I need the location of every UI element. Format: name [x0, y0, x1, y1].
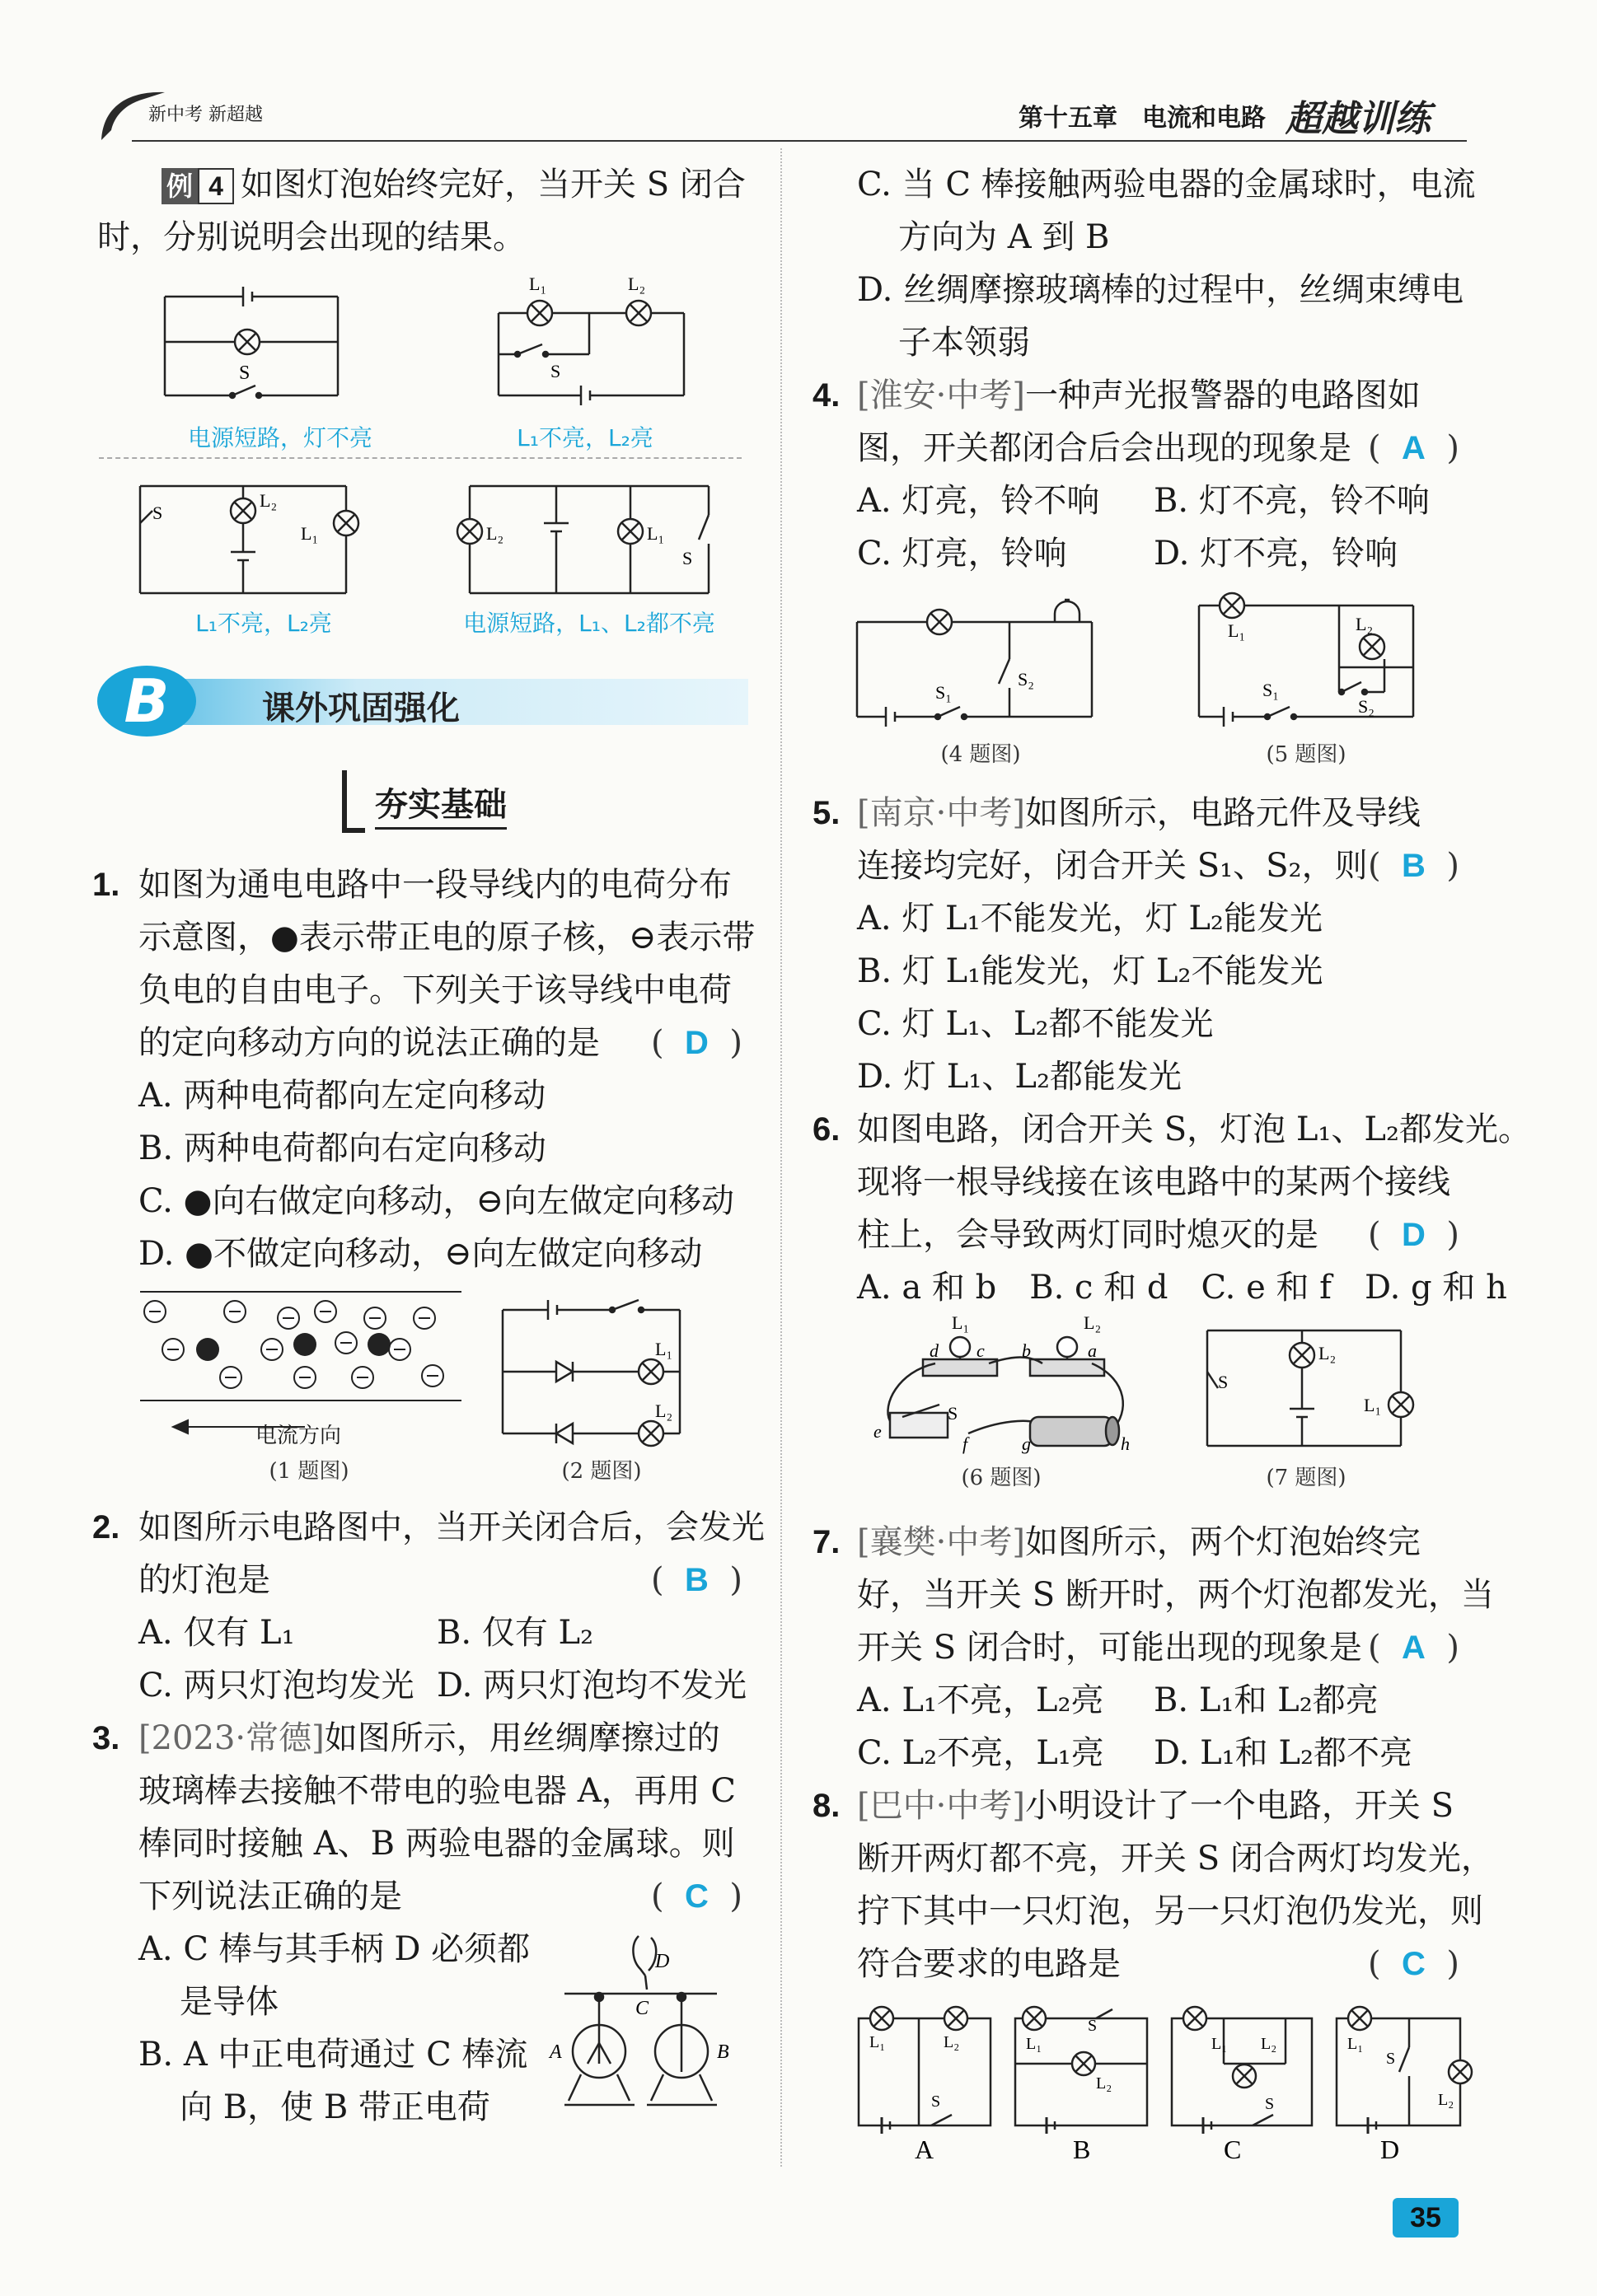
svg-text:L₁: L₁	[1211, 2035, 1228, 2053]
example-circuit-1	[157, 272, 404, 412]
q8-stem-line4: 符合要求的电路是	[857, 1945, 1121, 1983]
q2-option-b: B. 仅有 L₂	[437, 1614, 594, 1652]
svg-text:L₁: L₁	[869, 2033, 886, 2051]
q6-figure	[865, 1314, 1145, 1458]
q7-figure	[1195, 1322, 1417, 1458]
label-s: S	[550, 361, 561, 381]
svg-text:L₂: L₂	[1096, 2074, 1112, 2093]
q7-stem-line1	[857, 1516, 1421, 1569]
q6-figure-caption: (6 题图)	[961, 1466, 1042, 1490]
q4-figure	[849, 593, 1104, 733]
q8-circuit-b	[1015, 2007, 1147, 2134]
q3-option-b-line1: B. A 中正电荷通过 C 棒流	[138, 2036, 528, 2074]
q1-option-c: C. ●向右做定向移动，⊖向左做定向移动	[138, 1182, 735, 1220]
q8-stem-text: 小明设计了一个电路，开关 S	[1024, 1787, 1454, 1825]
example-4-stem	[162, 158, 746, 211]
example-circuit-4	[453, 474, 725, 606]
svg-text:S: S	[931, 2093, 941, 2111]
label-l1: L₁	[647, 523, 665, 544]
example-number: 4	[198, 168, 234, 204]
example-stem-line2: 时，分别说明会出现的结果。	[97, 218, 526, 256]
q4-answer: A	[1402, 430, 1426, 466]
q2-figure-caption: (2 题图)	[561, 1459, 642, 1484]
example-caption-3: L₁不亮，L₂亮	[195, 610, 332, 637]
svg-text:L₂: L₂	[1261, 2035, 1277, 2053]
q3-source: [2023·常德]	[138, 1719, 325, 1757]
q7-option-a: A. L₁不亮，L₂亮	[857, 1681, 1104, 1719]
example-circuit-2	[486, 272, 700, 412]
svg-text:L₁: L₁	[1026, 2035, 1042, 2053]
label-l2: L₂	[486, 523, 504, 544]
fig-label-c: C	[635, 1998, 649, 2019]
example-tag: 例	[162, 168, 198, 204]
q3-option-a-line2: 是导体	[180, 1983, 279, 2021]
q5-stem-text: 如图所示，电路元件及导线	[1024, 794, 1421, 832]
q8-circuit-d	[1337, 2007, 1472, 2134]
q2-option-d: D. 两只灯泡均不发光	[437, 1667, 747, 1704]
q1-stem-line4: 的定向移动方向的说法正确的是	[138, 1024, 600, 1062]
fig-label-d: D	[655, 1951, 670, 1972]
label-l1: L₁	[301, 523, 319, 544]
q7-source: [襄樊·中考]	[857, 1523, 1025, 1561]
q8-letter-a: A	[915, 2135, 934, 2163]
label-l2: L₂	[1318, 1343, 1337, 1363]
q2-option-c: C. 两只灯泡均发光	[138, 1667, 414, 1704]
q3-stem-line3: 棒同时接触 A、B 两验电器的金属球。则	[138, 1825, 735, 1863]
series-title: 超越训练	[1286, 98, 1431, 140]
column-divider	[780, 148, 783, 2167]
q2-stem-line2: 的灯泡是	[138, 1561, 270, 1599]
q3-option-a-line1: A. C 棒与其手柄 D 必须都	[138, 1930, 531, 1968]
q4-answer-box: ( A )	[1368, 429, 1459, 467]
page-number: 35	[1393, 2198, 1459, 2238]
q3-option-c-line1: C. 当 C 棒接触两验电器的金属球时，电流	[857, 166, 1476, 203]
q8-circuit-a	[859, 2007, 991, 2134]
brand-text: 新中考 新超越	[148, 105, 263, 125]
svg-text:S₂: S₂	[1018, 669, 1034, 690]
q5-number: 5.	[813, 795, 841, 831]
label-s: S	[152, 503, 163, 523]
q5-stem-line2: 连接均完好，闭合开关 S₁、S₂，则	[857, 847, 1368, 885]
label-l2: L₂	[628, 274, 646, 294]
fig-label-a: A	[550, 2041, 562, 2063]
svg-text:L₁: L₁	[952, 1314, 970, 1333]
q5-option-b: B. 灯 L₁能发光，灯 L₂不能发光	[857, 952, 1323, 990]
chapter-title: 第十五章 电流和电路	[1019, 104, 1266, 133]
label-s: S	[239, 362, 251, 384]
q3-option-d-line1: D. 丝绸摩擦玻璃棒的过程中，丝绸束缚电	[857, 271, 1464, 309]
q8-number: 8.	[813, 1788, 841, 1824]
q4-stem-line2: 图，开关都闭合后会出现的现象是	[857, 429, 1351, 467]
label-l1: L₁	[1364, 1395, 1382, 1415]
q8-figures	[849, 1998, 1475, 2163]
q5-answer: B	[1402, 848, 1426, 884]
label-l2: L₂	[1356, 614, 1374, 634]
example-caption-1: 电源短路，灯不亮	[187, 424, 372, 451]
q5-figure	[1187, 589, 1426, 733]
example-caption-2: L₁不亮，L₂亮	[517, 424, 653, 451]
q2-figure	[494, 1293, 700, 1450]
svg-text:d: d	[930, 1340, 939, 1361]
q2-answer: B	[685, 1562, 709, 1598]
q1-figure-caption: (1 题图)	[269, 1459, 349, 1484]
label-l2: L₂	[260, 490, 278, 511]
q3-answer-box: ( C )	[651, 1877, 742, 1915]
q3-stem-line1	[138, 1712, 720, 1765]
q7-stem-line2: 好，当开关 S 断开时，两个灯泡都发光，当	[857, 1576, 1494, 1614]
q2-option-a: A. 仅有 L₁	[138, 1614, 295, 1652]
q1-option-d: D. ●不做定向移动，⊖向左做定向移动	[138, 1235, 703, 1273]
svg-text:S: S	[1088, 2017, 1098, 2035]
q1-answer: D	[685, 1025, 709, 1061]
subsection-title: 夯实基础	[375, 779, 507, 830]
q4-source: [淮安·中考]	[857, 376, 1025, 414]
q1-stem-line1: 如图为通电电路中一段导线内的电荷分布	[138, 866, 732, 904]
q8-circuit-c	[1172, 2007, 1312, 2134]
q4-option-a: A. 灯亮，铃不响	[857, 482, 1100, 520]
q5-option-c: C. 灯 L₁、L₂都不能发光	[857, 1005, 1214, 1043]
subsection-bracket	[342, 770, 365, 833]
svg-text:S: S	[948, 1403, 958, 1424]
svg-text:S: S	[1386, 2050, 1396, 2068]
q4-option-c: C. 灯亮，铃响	[857, 535, 1067, 573]
svg-text:S₁: S₁	[1262, 680, 1279, 700]
q1-option-b: B. 两种电荷都向右定向移动	[138, 1129, 546, 1167]
q4-stem-line1	[857, 369, 1421, 422]
svg-text:L₂: L₂	[1084, 1314, 1102, 1333]
q7-option-b: B. L₁和 L₂都亮	[1154, 1681, 1379, 1719]
q3-stem-line4: 下列说法正确的是	[138, 1877, 402, 1915]
svg-text:S₂: S₂	[1358, 696, 1375, 717]
q2-number: 2.	[92, 1509, 120, 1545]
section-title: 课外巩固强化	[262, 690, 460, 727]
q1-stem-line3: 负电的自由电子。下列关于该导线中电荷	[138, 971, 732, 1009]
q7-figure-caption: (7 题图)	[1266, 1466, 1346, 1490]
q5-option-a: A. 灯 L₁不能发光，灯 L₂能发光	[857, 900, 1323, 938]
q1-number: 1.	[92, 867, 120, 903]
q5-answer-box: ( B )	[1368, 847, 1459, 885]
q3-stem-text: 如图所示，用丝绸摩擦过的	[324, 1719, 720, 1757]
q3-option-d-line2: 子本领弱	[898, 324, 1030, 362]
svg-text:e: e	[873, 1421, 882, 1442]
q1-option-a: A. 两种电荷都向左定向移动	[138, 1077, 546, 1115]
q7-option-c: C. L₂不亮，L₁亮	[857, 1734, 1104, 1772]
q3-figure	[548, 1928, 746, 2134]
q6-options: A. a 和 b B. c 和 d C. e 和 f D. g 和 h	[857, 1269, 1507, 1307]
label-s: S	[682, 548, 693, 568]
q5-stem-line1	[857, 787, 1421, 839]
q1-stem-line2: 示意图，●表示带正电的原子核，⊖表示带	[138, 919, 756, 956]
q7-stem-text: 如图所示，两个灯泡始终完	[1024, 1523, 1421, 1561]
svg-text:h: h	[1121, 1433, 1130, 1454]
q8-letter-d: D	[1380, 2135, 1400, 2163]
q4-number: 4.	[813, 377, 841, 414]
q8-answer-box: ( C )	[1368, 1945, 1459, 1983]
q8-stem-line2: 断开两灯都不亮，开关 S 闭合两灯均发光，	[857, 1840, 1494, 1877]
q8-answer: C	[1402, 1946, 1426, 1982]
q8-letter-c: C	[1224, 2135, 1242, 2163]
label-s: S	[1218, 1372, 1229, 1392]
svg-text:a: a	[1088, 1340, 1097, 1361]
label-l1: L₁	[655, 1339, 673, 1359]
svg-text:c: c	[976, 1340, 985, 1361]
q3-stem-line2: 玻璃棒去接触不带电的验电器 A，再用 C	[138, 1772, 736, 1810]
q6-answer-box: ( D )	[1368, 1216, 1459, 1254]
q6-number: 6.	[813, 1111, 841, 1148]
example-circuit-3	[132, 474, 379, 606]
q3-option-b-line2: 向 B，使 B 带正电荷	[180, 2088, 490, 2126]
svg-text:L₂: L₂	[1438, 2091, 1454, 2109]
q3-number: 3.	[92, 1720, 120, 1756]
q5-figure-caption: (5 题图)	[1266, 742, 1346, 767]
q3-option-c-line2: 方向为 A 到 B	[898, 218, 1110, 256]
example-caption-4: 电源短路，L₁、L₂都不亮	[463, 610, 715, 637]
svg-text:b: b	[1022, 1340, 1031, 1361]
q7-answer: A	[1402, 1630, 1426, 1666]
q4-option-d: D. 灯不亮，铃响	[1154, 535, 1398, 573]
q6-stem-line2: 现将一根导线接在该电路中的某两个接线	[857, 1163, 1450, 1201]
svg-text:S: S	[1265, 2095, 1275, 2113]
q3-answer: C	[685, 1878, 709, 1915]
q7-answer-box: ( A )	[1368, 1629, 1459, 1667]
q8-source: [巴中·中考]	[857, 1787, 1025, 1825]
q2-answer-box: ( B )	[651, 1561, 742, 1599]
q6-answer: D	[1402, 1217, 1426, 1253]
label-l1: L₁	[1228, 620, 1246, 641]
label-l2: L₂	[655, 1401, 673, 1421]
label-l1: L₁	[529, 274, 547, 294]
q4-option-b: B. 灯不亮，铃不响	[1154, 482, 1430, 520]
header-rule	[132, 140, 1467, 142]
q2-stem-line1: 如图所示电路图中，当开关闭合后，会发光	[138, 1508, 765, 1546]
q8-stem-line1	[857, 1779, 1454, 1832]
q1-answer-box: ( D )	[651, 1024, 742, 1062]
q7-option-d: D. L₁和 L₂都不亮	[1154, 1734, 1412, 1772]
example-stem-line1: 如图灯泡始终完好，当开关 S 闭合	[241, 166, 746, 203]
svg-text:L₁: L₁	[1347, 2035, 1364, 2053]
nucleus-marks	[196, 1333, 391, 1361]
svg-text:S₁: S₁	[935, 682, 952, 703]
q7-number: 7.	[813, 1524, 841, 1560]
q6-stem-line1: 如图电路，闭合开关 S，灯泡 L₁、L₂都发光。	[857, 1111, 1532, 1148]
q7-stem-line3: 开关 S 闭合时，可能出现的现象是	[857, 1629, 1362, 1667]
q1-current-label: 电流方向	[255, 1424, 342, 1448]
section-banner	[97, 666, 748, 736]
section-letter: B	[97, 666, 196, 736]
q4-figure-caption: (4 题图)	[940, 742, 1021, 767]
q4-stem-text: 一种声光报警器的电路图如	[1024, 376, 1421, 414]
svg-text:f: f	[962, 1433, 968, 1454]
q5-option-d: D. 灯 L₁、L₂都能发光	[857, 1058, 1182, 1096]
example-divider	[99, 457, 742, 459]
q8-letter-b: B	[1073, 2135, 1091, 2163]
q6-stem-line3: 柱上，会导致两灯同时熄灭的是	[857, 1216, 1318, 1254]
svg-text:L₂: L₂	[944, 2033, 960, 2051]
q5-source: [南京·中考]	[857, 794, 1025, 832]
q8-stem-line3: 拧下其中一只灯泡，另一只灯泡仍发光，则	[857, 1892, 1483, 1930]
svg-text:g: g	[1022, 1433, 1031, 1454]
fig-label-b: B	[717, 2041, 729, 2063]
